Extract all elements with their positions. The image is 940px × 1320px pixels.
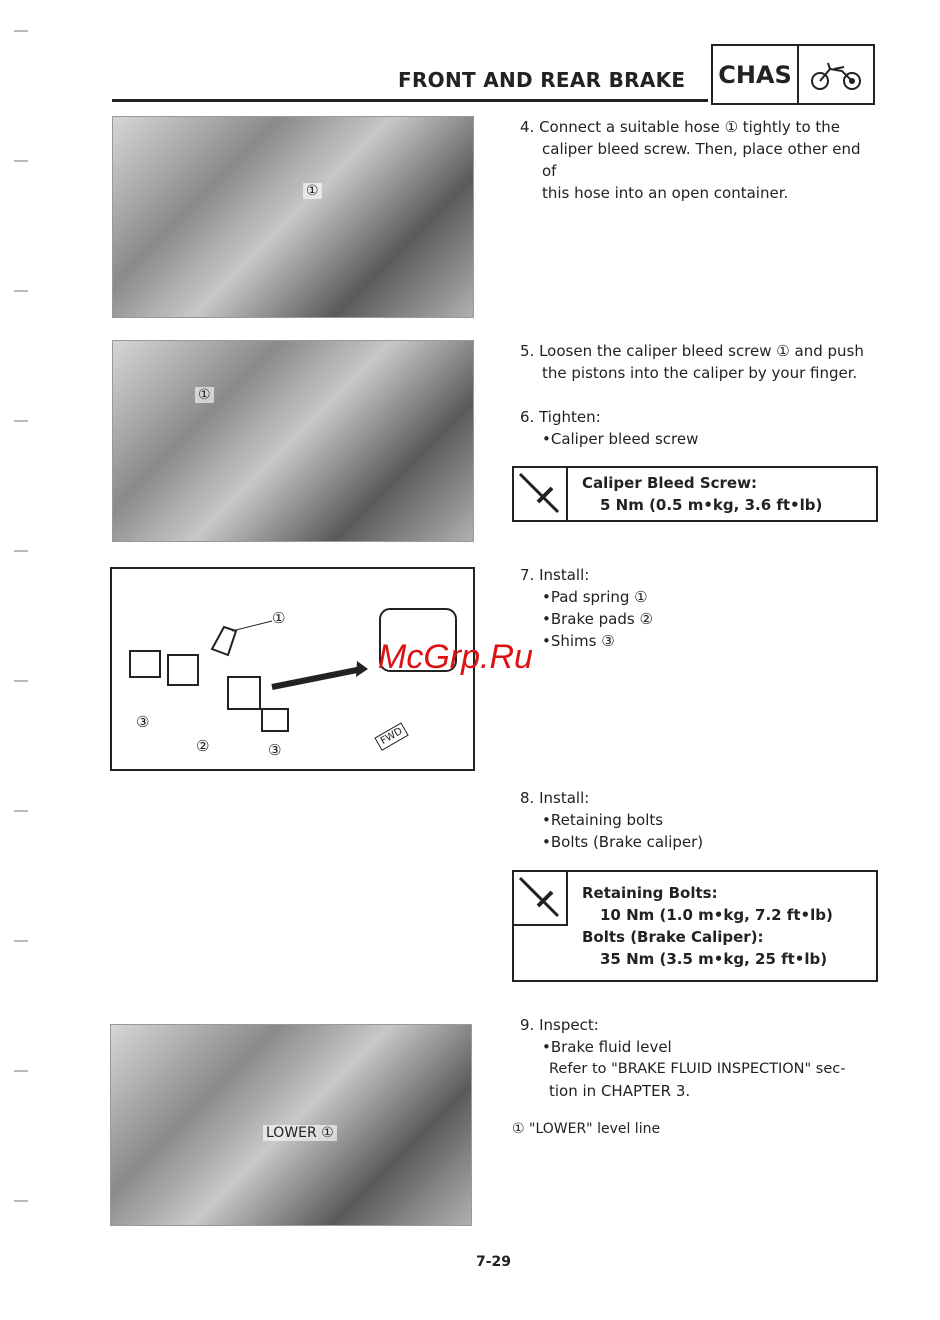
step-bullet: •Pad spring ① — [542, 588, 648, 606]
photo-fluid-reservoir — [110, 1024, 472, 1226]
step-text: this hose into an open container. — [542, 184, 789, 202]
torque-wrench-icon — [514, 872, 568, 926]
photo-caliper-pistons — [112, 340, 474, 542]
step-text: the pistons into the caliper by your finger. — [542, 364, 858, 382]
fwd-arrow-label: FWD — [374, 722, 409, 751]
spec-value: 5 Nm (0.5 m•kg, 3.6 ft•lb) — [600, 496, 823, 514]
step-text: caliper bleed screw. Then, place other end of — [542, 140, 861, 180]
torque-wrench-icon — [514, 468, 568, 520]
callout-3: ③ — [136, 713, 150, 731]
watermark: McGrp.Ru — [378, 638, 533, 676]
step-bullet: •Retaining bolts — [542, 811, 664, 829]
spec-title: Bolts (Brake Caliper): — [582, 928, 764, 946]
spec-value: 35 Nm (3.5 m•kg, 25 ft•lb) — [600, 950, 828, 968]
page-number: 7-29 — [476, 1254, 512, 1270]
step-bullet: •Caliper bleed screw — [542, 430, 699, 448]
figure-label: ① — [195, 387, 214, 403]
step-bullet: •Shims ③ — [542, 632, 615, 650]
step-7 — [520, 564, 653, 652]
torque-spec-box — [512, 466, 878, 522]
step-text: 5. Loosen the caliper bleed screw ① and push — [520, 342, 864, 360]
figure-legend: ① "LOWER" level line — [512, 1121, 661, 1137]
step-text: tion in CHAPTER 3. — [549, 1082, 691, 1100]
spec-title: Caliper Bleed Screw: — [582, 474, 757, 492]
step-text: 7. Install: — [520, 566, 590, 584]
binding-mark — [14, 160, 28, 162]
photo-caliper-hose — [112, 116, 474, 318]
section-badge — [711, 44, 875, 105]
torque-spec-box — [512, 870, 878, 982]
step-text: 4. Connect a suitable hose ① tightly to the — [520, 118, 841, 136]
binding-mark — [14, 420, 28, 422]
step-8 — [520, 787, 703, 853]
binding-mark — [14, 290, 28, 292]
step-text: 9. Inspect: — [520, 1016, 599, 1034]
figure-label: LOWER ① — [263, 1125, 337, 1141]
step-9 — [520, 1014, 880, 1102]
callout-1: ① — [272, 609, 286, 627]
step-4 — [520, 116, 875, 204]
step-6 — [520, 406, 698, 450]
step-text: 8. Install: — [520, 789, 590, 807]
callout-3b: ③ — [268, 741, 282, 759]
step-bullet: •Bolts (Brake caliper) — [542, 833, 704, 851]
binding-mark — [14, 30, 28, 32]
spec-value: 10 Nm (1.0 m•kg, 7.2 ft•lb) — [600, 906, 833, 924]
binding-mark — [14, 550, 28, 552]
section-badge-text: CHAS — [713, 46, 799, 103]
step-bullet: •Brake pads ② — [542, 610, 653, 628]
step-5 — [520, 340, 875, 384]
step-text: 6. Tighten: — [520, 408, 601, 426]
figure-label: ① — [303, 183, 322, 199]
title-rule — [112, 99, 708, 102]
binding-mark — [14, 680, 28, 682]
binding-mark — [14, 940, 28, 942]
motorcycle-icon — [799, 46, 873, 103]
binding-mark — [14, 1070, 28, 1072]
step-text: Refer to "BRAKE FLUID INSPECTION" sec- — [549, 1061, 846, 1077]
callout-2: ② — [196, 737, 210, 755]
binding-mark — [14, 810, 28, 812]
page-title: FRONT AND REAR BRAKE — [398, 68, 686, 92]
binding-mark — [14, 1200, 28, 1202]
step-bullet: •Brake fluid level — [542, 1038, 672, 1056]
spec-title: Retaining Bolts: — [582, 884, 718, 902]
